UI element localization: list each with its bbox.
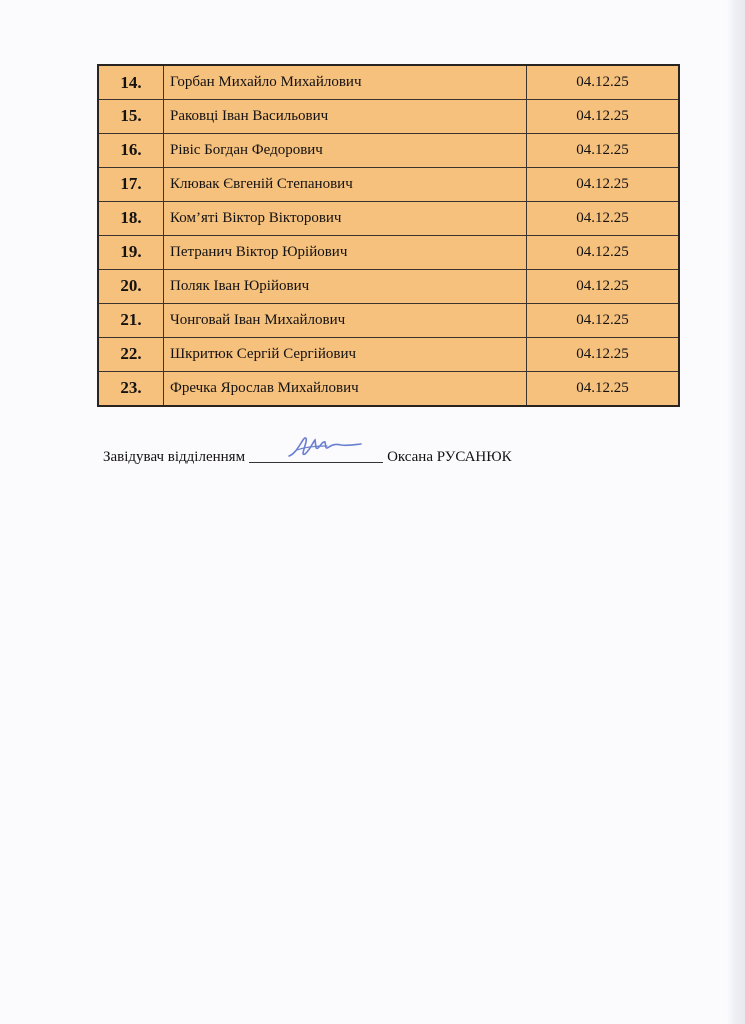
- row-number: 21.: [98, 303, 164, 337]
- row-number: 18.: [98, 201, 164, 235]
- row-date: 04.12.25: [527, 167, 680, 201]
- table-row: [98, 65, 679, 100]
- row-date: 04.12.25: [527, 269, 680, 303]
- table-row: [98, 337, 679, 371]
- row-date: 04.12.25: [527, 201, 680, 235]
- person-name: Шкритюк Сергій Сергійович: [164, 337, 527, 371]
- row-number: 14.: [98, 65, 164, 100]
- person-name: Поляк Іван Юрійович: [164, 269, 527, 303]
- row-number: 20.: [98, 269, 164, 303]
- row-date: 04.12.25: [527, 337, 680, 371]
- table-row: [98, 100, 679, 134]
- person-name: Клювак Євгеній Степанович: [164, 167, 527, 201]
- row-number: 15.: [98, 100, 164, 134]
- table-row: [98, 235, 679, 269]
- signer-name: Оксана РУСАНЮК: [387, 449, 512, 465]
- table-row: [98, 303, 679, 337]
- table-row: [98, 133, 679, 167]
- table-row: [98, 201, 679, 235]
- table-row: [98, 371, 679, 406]
- person-name: Раковці Іван Васильович: [164, 100, 527, 134]
- person-name: Чонговай Іван Михайлович: [164, 303, 527, 337]
- row-date: 04.12.25: [527, 65, 680, 100]
- row-date: 04.12.25: [527, 235, 680, 269]
- person-name: Ком’яті Віктор Вікторович: [164, 201, 527, 235]
- table-row: [98, 167, 679, 201]
- signature-blank: [249, 446, 383, 463]
- page-edge-shadow: [727, 0, 745, 1024]
- row-date: 04.12.25: [527, 303, 680, 337]
- roster-table: [97, 64, 680, 407]
- row-date: 04.12.25: [527, 371, 680, 406]
- person-name: Горбан Михайло Михайлович: [164, 65, 527, 100]
- row-date: 04.12.25: [527, 133, 680, 167]
- row-number: 16.: [98, 133, 164, 167]
- row-number: 19.: [98, 235, 164, 269]
- person-name: Фречка Ярослав Михайлович: [164, 371, 527, 406]
- row-number: 22.: [98, 337, 164, 371]
- position-label: Завідувач відділенням: [103, 449, 246, 465]
- row-number: 17.: [98, 167, 164, 201]
- row-number: 23.: [98, 371, 164, 406]
- roster-table-body: [98, 65, 679, 406]
- row-date: 04.12.25: [527, 100, 680, 134]
- handwritten-signature: [285, 432, 365, 462]
- signature-block: [103, 446, 512, 466]
- person-name: Рівіс Богдан Федорович: [164, 133, 527, 167]
- table-row: [98, 269, 679, 303]
- person-name: Петранич Віктор Юрійович: [164, 235, 527, 269]
